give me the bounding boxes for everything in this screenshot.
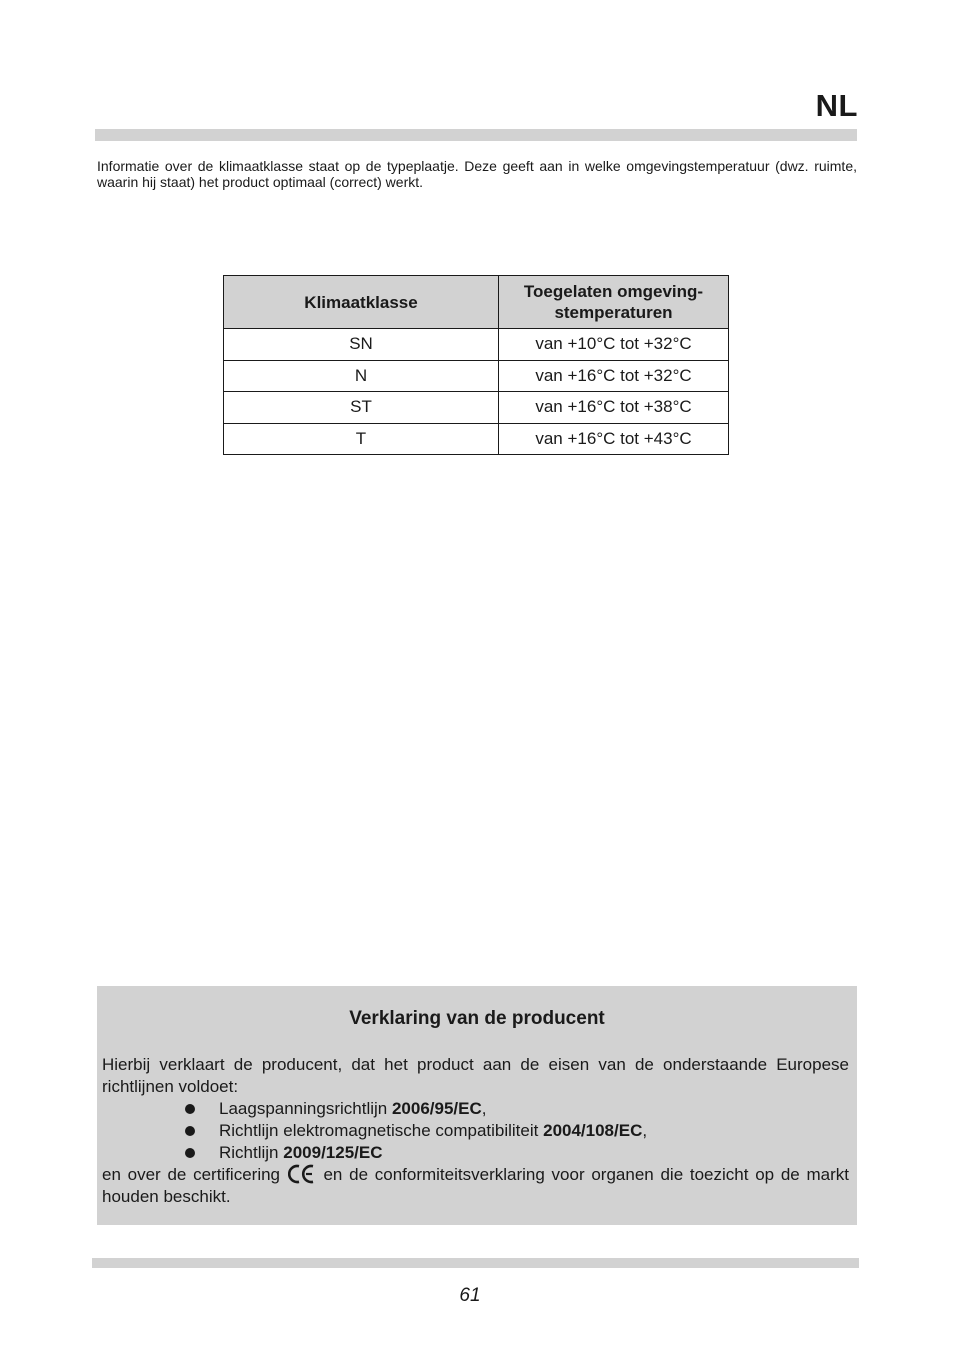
table-cell-range: van +16°C tot +32°C <box>499 360 729 392</box>
manufacturer-declaration-box <box>97 986 857 1225</box>
outro-after: en de conformiteitsverklaring voor organen die toezicht op de markt houden beschikt. <box>102 1165 849 1206</box>
table-cell-class: SN <box>224 329 499 361</box>
table-cell-range: van +16°C tot +43°C <box>499 423 729 455</box>
declaration-title: Verklaring van de producent <box>349 1008 605 1029</box>
table-cell-range: van +16°C tot +38°C <box>499 392 729 424</box>
declaration-outro <box>102 1164 849 1208</box>
ce-mark-icon <box>288 1164 316 1184</box>
directive-code: 2004/108/EC <box>543 1121 643 1140</box>
list-item <box>102 1120 849 1142</box>
table-row <box>224 392 729 424</box>
table-cell-class: T <box>224 423 499 455</box>
intro-paragraph: Informatie over de klimaatklasse staat op de typeplaatje. Deze geeft aan in welke omgevingstemperatuur (dwz. ruimte, waarin hij staat) het product optimaal (correct) werkt. <box>97 158 857 190</box>
directive-code: 2009/125/EC <box>283 1143 383 1162</box>
language-code: NL <box>815 88 858 123</box>
footer-divider-bar <box>92 1258 859 1268</box>
table-header-row <box>224 276 729 329</box>
directive-name: Laagspanningsrichtlijn <box>219 1099 388 1118</box>
table-row <box>224 329 729 361</box>
table-header-temperature: Toegelaten omgeving-stemperaturen <box>499 276 729 329</box>
table-cell-range: van +10°C tot +32°C <box>499 329 729 361</box>
table-row <box>224 423 729 455</box>
declaration-intro: Hierbij verklaart de producent, dat het product aan de eisen van de onderstaande Europese richtlijnen voldoet: <box>102 1055 849 1096</box>
list-item <box>102 1142 849 1164</box>
page-number: 61 <box>459 1285 481 1306</box>
bullet-icon <box>185 1104 195 1114</box>
declaration-body <box>102 1054 849 1208</box>
table-row <box>224 360 729 392</box>
list-item <box>102 1098 849 1120</box>
bullet-icon <box>185 1148 195 1158</box>
outro-before: en over de certificering <box>102 1165 280 1184</box>
climate-class-table <box>223 275 729 455</box>
directive-name: Richtlijn <box>219 1143 279 1162</box>
header-divider-bar <box>95 129 857 141</box>
directive-name: Richtlijn elektromagnetische compatibiliteit <box>219 1121 539 1140</box>
directive-suffix: , <box>481 1099 487 1118</box>
directive-suffix: , <box>642 1121 648 1140</box>
table-header-climate-class: Klimaatklasse <box>224 276 499 329</box>
table-cell-class: N <box>224 360 499 392</box>
bullet-icon <box>185 1126 195 1136</box>
directive-code: 2006/95/EC <box>391 1099 482 1118</box>
table-cell-class: ST <box>224 392 499 424</box>
directive-list <box>102 1098 849 1164</box>
